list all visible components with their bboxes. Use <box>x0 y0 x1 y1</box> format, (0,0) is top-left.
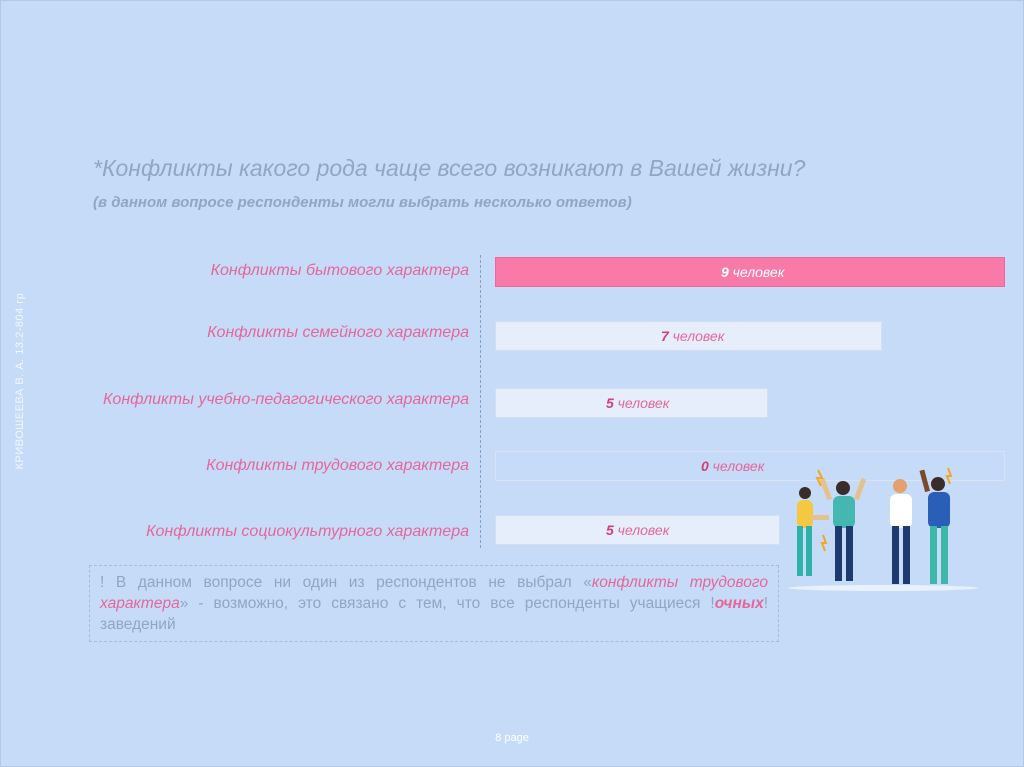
bar <box>495 388 768 418</box>
chart-axis-line <box>480 255 481 548</box>
note-text-1: ! В данном вопросе ни один из респондентов не выбрал « <box>100 574 592 591</box>
chart-subtitle: (в данном вопросе респонденты могли выбрать несколько ответов) <box>93 194 632 211</box>
note-highlight-category: конфликты трудового характера <box>100 574 768 612</box>
category-label: Конфликты трудового характера <box>206 457 469 474</box>
chart-title: *Конфликты какого рода чаще всего возникают в Вашей жизни? <box>93 155 806 181</box>
bar <box>495 515 780 545</box>
people-arguing-illustration <box>778 460 988 595</box>
page-number: 8 page <box>495 732 529 744</box>
category-label: Конфликты учебно-педагогического характера <box>102 391 469 408</box>
bar-value-label: 5 человек <box>606 522 670 538</box>
category-label: Конфликты социокультурного характера <box>146 523 469 540</box>
note-text-2: » - возможно, это связано с тем, что все респонденты учащиеся ! <box>179 595 715 612</box>
bar <box>495 321 882 351</box>
bar-value-label: 0 человек <box>701 458 765 474</box>
author-credit: КРИВОШЕЕВА В. А. 13.2-804 гр <box>14 292 26 470</box>
category-label: Конфликты бытового характера <box>210 262 469 279</box>
note-box <box>89 565 779 642</box>
bar-value-label: 5 человек <box>606 395 670 411</box>
category-label: Конфликты семейного характера <box>207 324 469 341</box>
note-highlight-full-time: очных <box>714 595 764 612</box>
note-text-3: ! заведений <box>100 595 768 633</box>
bar-value-label: 9 человек <box>721 264 785 280</box>
bar <box>495 257 1005 287</box>
bar-value-label: 7 человек <box>661 328 725 344</box>
